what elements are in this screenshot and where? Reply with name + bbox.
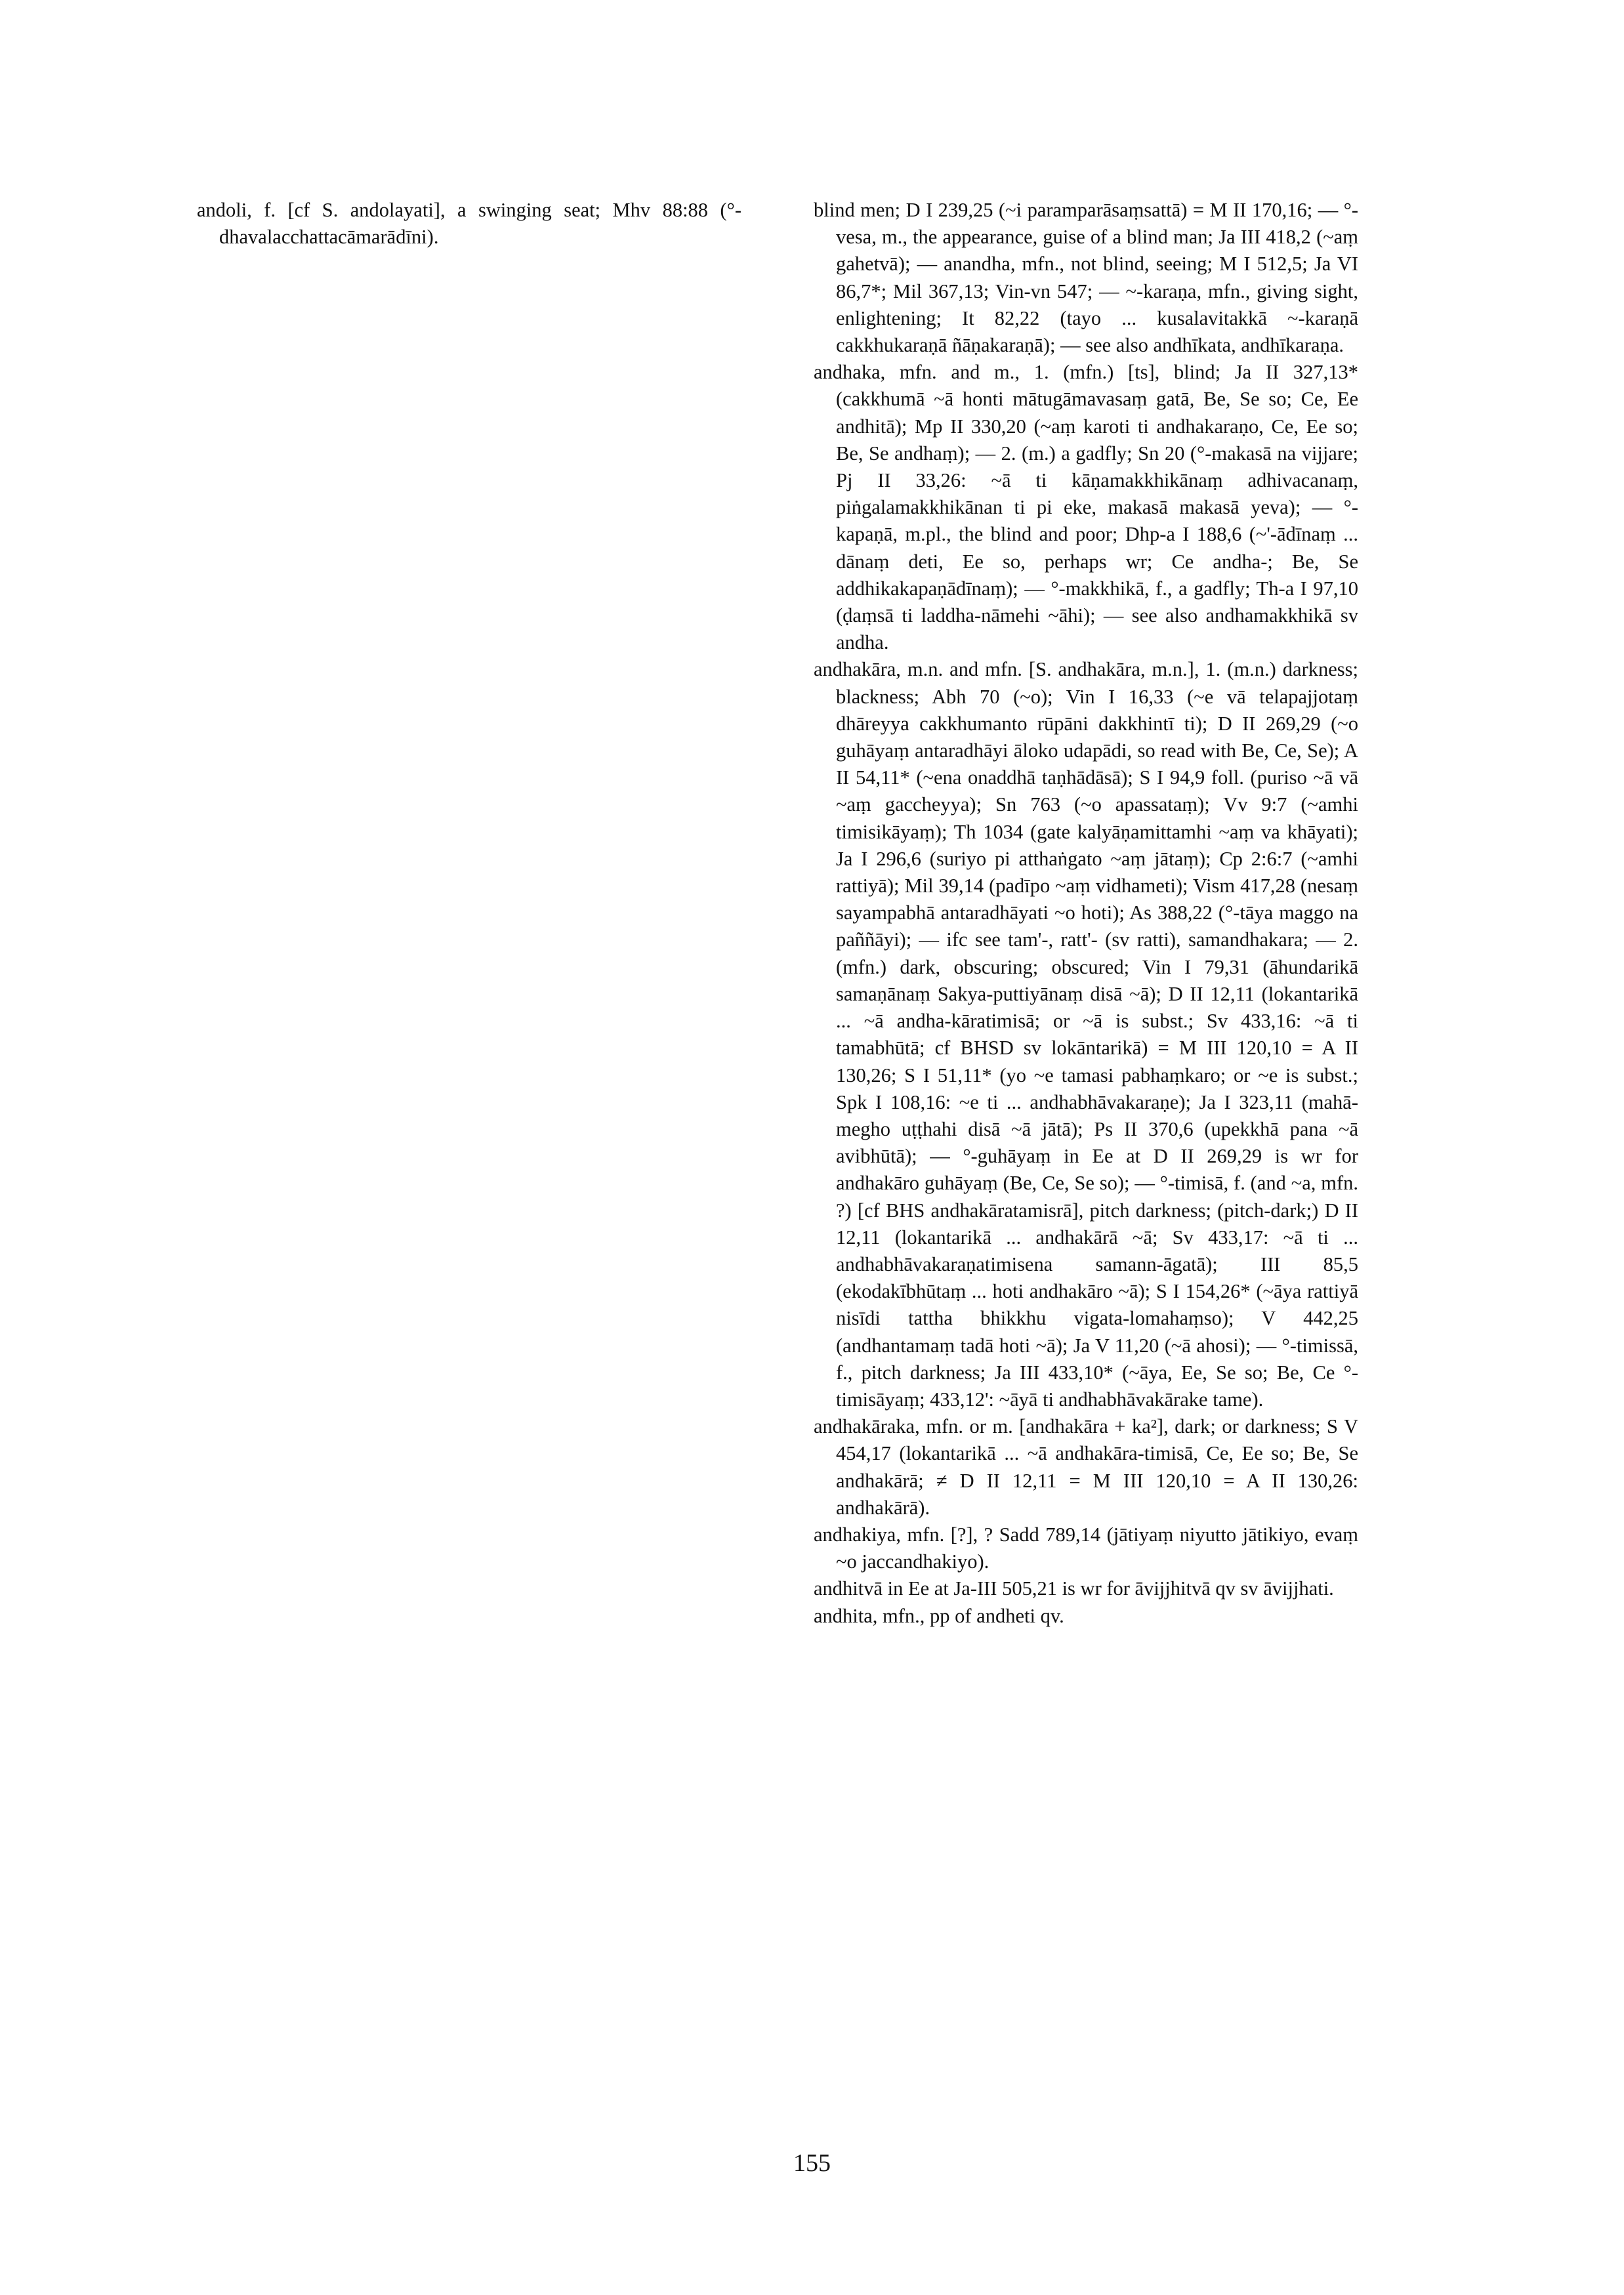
right-column	[814, 197, 1358, 1630]
dictionary-entry: andhaka, mfn. and m., 1. (mfn.) [ts], blind; Ja II 327,13* (cakkhumā ~ā honti mātugāmavasaṃ gatā, Be, Se so; Ce, Ee andhitā); Mp II 330,20 (~aṃ karoti ti andhakaraṇo, Ce, Ee so; Be, Se andhaṃ); — 2. (m.) a gadfly; Sn 20 (°-makasā na vijjare; Pj II 33,26: ~ā ti kāṇamakkhikānaṃ adhivacanaṃ, piṅgalamakkhikānan ti pi eke, makasā makasā yeva); — °-kapaṇā, m.pl., the blind and poor; Dhp-a I 188,6 (~'-ādīnaṃ ... dānaṃ deti, Ee so, perhaps wr; Ce andha-; Be, Se addhikakapaṇādīnaṃ); — °-makkhikā, f., a gadfly; Th-a I 97,10 (ḍaṃsā ti laddha-nāmehi ~āhi); — see also andhamakkhikā sv andha.	[814, 361, 1358, 654]
dictionary-entry: andhita, mfn., pp of andheti qv.	[814, 1604, 1064, 1627]
dictionary-entry: andhakiya, mfn. [?], ? Sadd 789,14 (jātiyaṃ niyutto jātikiyo, evaṃ ~o jaccandhakiyo).	[814, 1523, 1358, 1573]
dictionary-entry: andoli, f. [cf S. andolayati], a swinging seat; Mhv 88:88 (°-dhavalacchattacāmarādīni).	[197, 199, 741, 249]
page-number: 155	[793, 2149, 831, 2177]
left-column	[197, 197, 741, 251]
dictionary-entry: andhakāraka, mfn. or m. [andhakāra + ka²], dark; or darkness; S V 454,17 (lokantarikā ... ~ā andhakāra-timisā, Ce, Ee so; Be, Se andhakārā; ≠ D II 12,11 = M III 120,10 = A II 130,26: andhakārā).	[814, 1415, 1358, 1519]
dictionary-entry: andhakāra, m.n. and mfn. [S. andhakāra, m.n.], 1. (m.n.) darkness; blackness; Abh 70 (~o); Vin I 16,33 (~e vā telapajjotaṃ dhāreyya cakkhumanto rūpāni dakkhintī ti); D II 269,29 (~o guhāyaṃ antaradhāyi āloko udapādi, so read with Be, Ce, Se); A II 54,11* (~ena onaddhā taṇhādāsā); S I 94,9 foll. (puriso ~ā vā ~aṃ gaccheyya); Sn 763 (~o apassataṃ); Vv 9:7 (~amhi timisikāyaṃ); Th 1034 (gate kalyāṇamittamhi ~aṃ va khāyati); Ja I 296,6 (suriyo pi atthaṅgato ~aṃ jātaṃ); Cp 2:6:7 (~amhi rattiyā); Mil 39,14 (padīpo ~aṃ vidhameti); Vism 417,28 (nesaṃ sayampabhā antaradhāyati ~o hoti); As 388,22 (°-tāya maggo na paññāyi); — ifc see tam'-, ratt'- (sv ratti), samandhakara; — 2. (mfn.) dark, obscuring; obscured; Vin I 79,31 (āhundarikā samaṇānaṃ Sakya-puttiyānaṃ disā ~ā); D II 12,11 (lokantarikā ... ~ā andha-kāratimisā; or ~ā is subst.; Sv 433,16: ~ā ti tamabhūtā; cf BHSD sv lokāntarikā) = M III 120,10 = A II 130,26; S I 51,11* (yo ~e tamasi pabhaṃkaro; or ~e is subst.; Spk I 108,16: ~e ti ... andhabhāvakaraṇe); Ja I 323,11 (mahā-megho uṭṭhahi disā ~ā jātā); Ps II 370,6 (upekkhā pana ~ā avibhūtā); — °-guhāyaṃ in Ee at D II 269,29 is wr for andhakāro guhāyaṃ (Be, Ce, Se so); — °-timisā, f. (and ~a, mfn. ?) [cf BHS andhakāratamisrā], pitch darkness; (pitch-dark;) D II 12,11 (lokantarikā ... andhakārā ~ā; Sv 433,17: ~ā ti ... andhabhāvakaraṇatimisena samann-āgatā); III 85,5 (ekodakībhūtaṃ ... hoti andhakāro ~ā); S I 154,26* (~āya rattiyā nisīdi tattha bhikkhu vigata-lomahaṃso); V 442,25 (andhantamaṃ tadā hoti ~ā); Ja V 11,20 (~ā ahosi); — °-timissā, f., pitch darkness; Ja III 433,10* (~āya, Ee, Se so; Be, Ce °-timisāyaṃ; 433,12': ~āyā ti andhabhāvakārake tame).	[814, 658, 1358, 1411]
dictionary-entry: andhitvā in Ee at Ja-III 505,21 is wr for āvijjhitvā qv sv āvijjhati.	[814, 1577, 1334, 1600]
dictionary-entry: blind men; D I 239,25 (~i paramparāsaṃsattā) = M II 170,16; — °-vesa, m., the appearance, guise of a blind man; Ja III 418,2 (~aṃ gahetvā); — anandha, mfn., not blind, seeing; M I 512,5; Ja VI 86,7*; Mil 367,13; Vin-vn 547; — ~-karaṇa, mfn., giving sight, enlightening; It 82,22 (tayo ... kusalavitakkā ~-karaṇā cakkhukaraṇā ñāṇakaraṇā); — see also andhīkata, andhīkaraṇa.	[814, 199, 1358, 357]
